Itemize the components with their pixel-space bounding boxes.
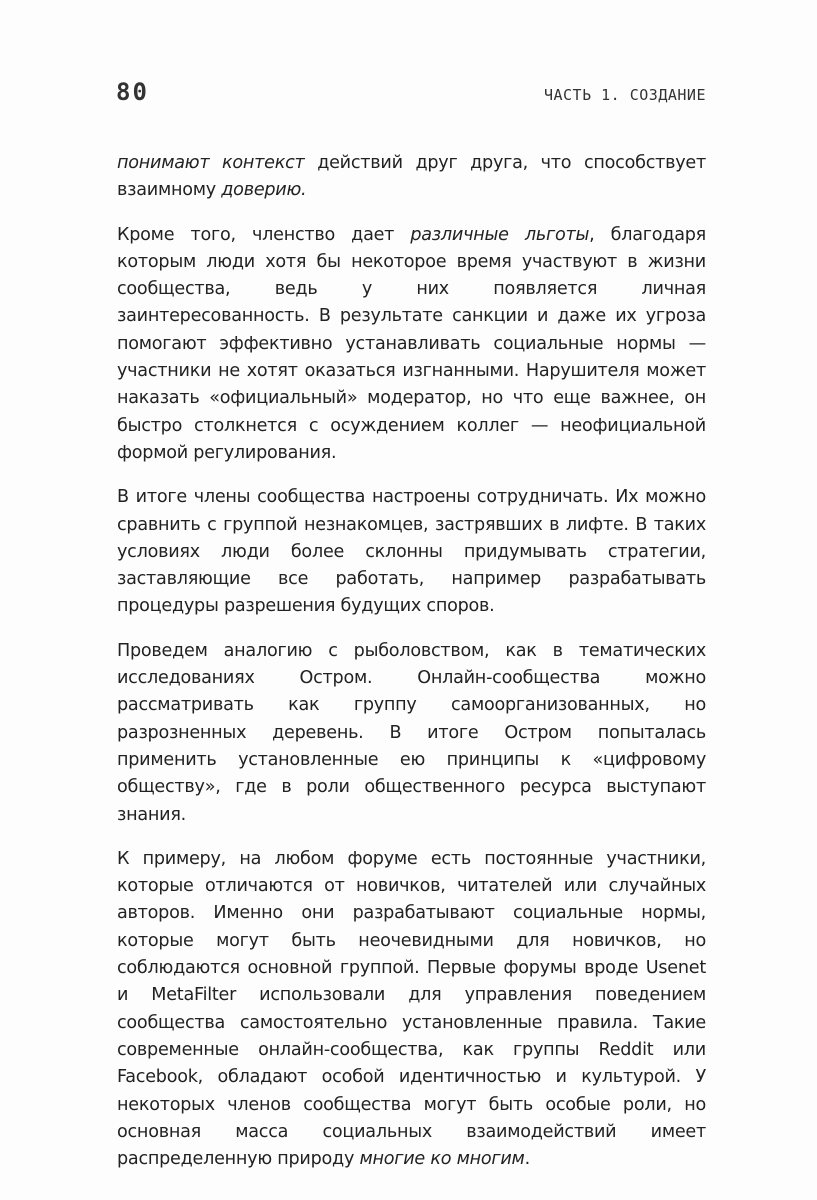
text-span: Кроме того, членство дает [117,224,411,245]
paragraph-5 [117,846,706,1174]
text-span: К примеру, на любом форуме есть постоянные участники, которые отличаются от новичков, читателей или случайных авторов. Именно они разрабатывают социальные нормы, которые могут быть неочевидными для новичков, но соблюдаются основной группой. Первые форумы вроде Usenet и MetaFilter использовали для управления поведением сообщества самостоятельно установленные правила. Такие современные онлайн-сообщества, как группы Reddit или Facebook, обладают особой идентичностью и культурой. У некоторых членов сообщества могут быть особые роли, но основная масса социальных взаимодействий имеет распределенную природу [117,848,706,1170]
text-span: , благодаря которым люди хотя бы некоторое время участвуют в жизни сообщества, ведь у них появляется личная заинтересованность. В результате санкции и даже их угроза помогают эффективно устанавливать социальные нормы — участники не хотят оказаться изгнанными. Нарушителя может наказать «официальный» модератор, но что еще важнее, он быстро столкнется с осуждением коллег — неофициальной формой регулирования. [117,224,706,463]
paragraph-3 [117,484,706,620]
italic-span: многие ко многим [359,1149,525,1170]
text-span: действий друг друга, что способствует взаимному [117,153,706,201]
paragraph-1 [117,150,706,205]
text-span: Проведем аналогию с рыболовством, как в тематических исследованиях Остром. Онлайн-сообщества можно рассматривать как группу самоорганизованных, но разрозненных деревень. В итоге Остром попыталась применить установленные ею принципы к «цифровому обществу», где в роли общественного ресурса выступают знания. [117,640,706,825]
paragraph-2 [117,222,706,468]
text-span: В итоге члены сообщества настроены сотрудничать. Их можно сравнить с группой незнакомцев, застрявших в лифте. В таких условиях люди более склонны придумывать стратегии, заставляющие все работать, например разрабатывать процедуры разрешения будущих споров. [117,487,706,617]
page-number: 80 [116,78,149,106]
body-text [117,150,706,1190]
italic-span: понимают контекст [117,153,305,173]
italic-span: различные льготы [410,224,590,245]
text-span: . [524,1149,530,1170]
italic-span: доверию. [221,180,307,201]
paragraph-4 [117,638,706,829]
page-header [116,78,706,110]
running-head: ЧАСТЬ 1. СОЗДАНИЕ [543,86,706,104]
